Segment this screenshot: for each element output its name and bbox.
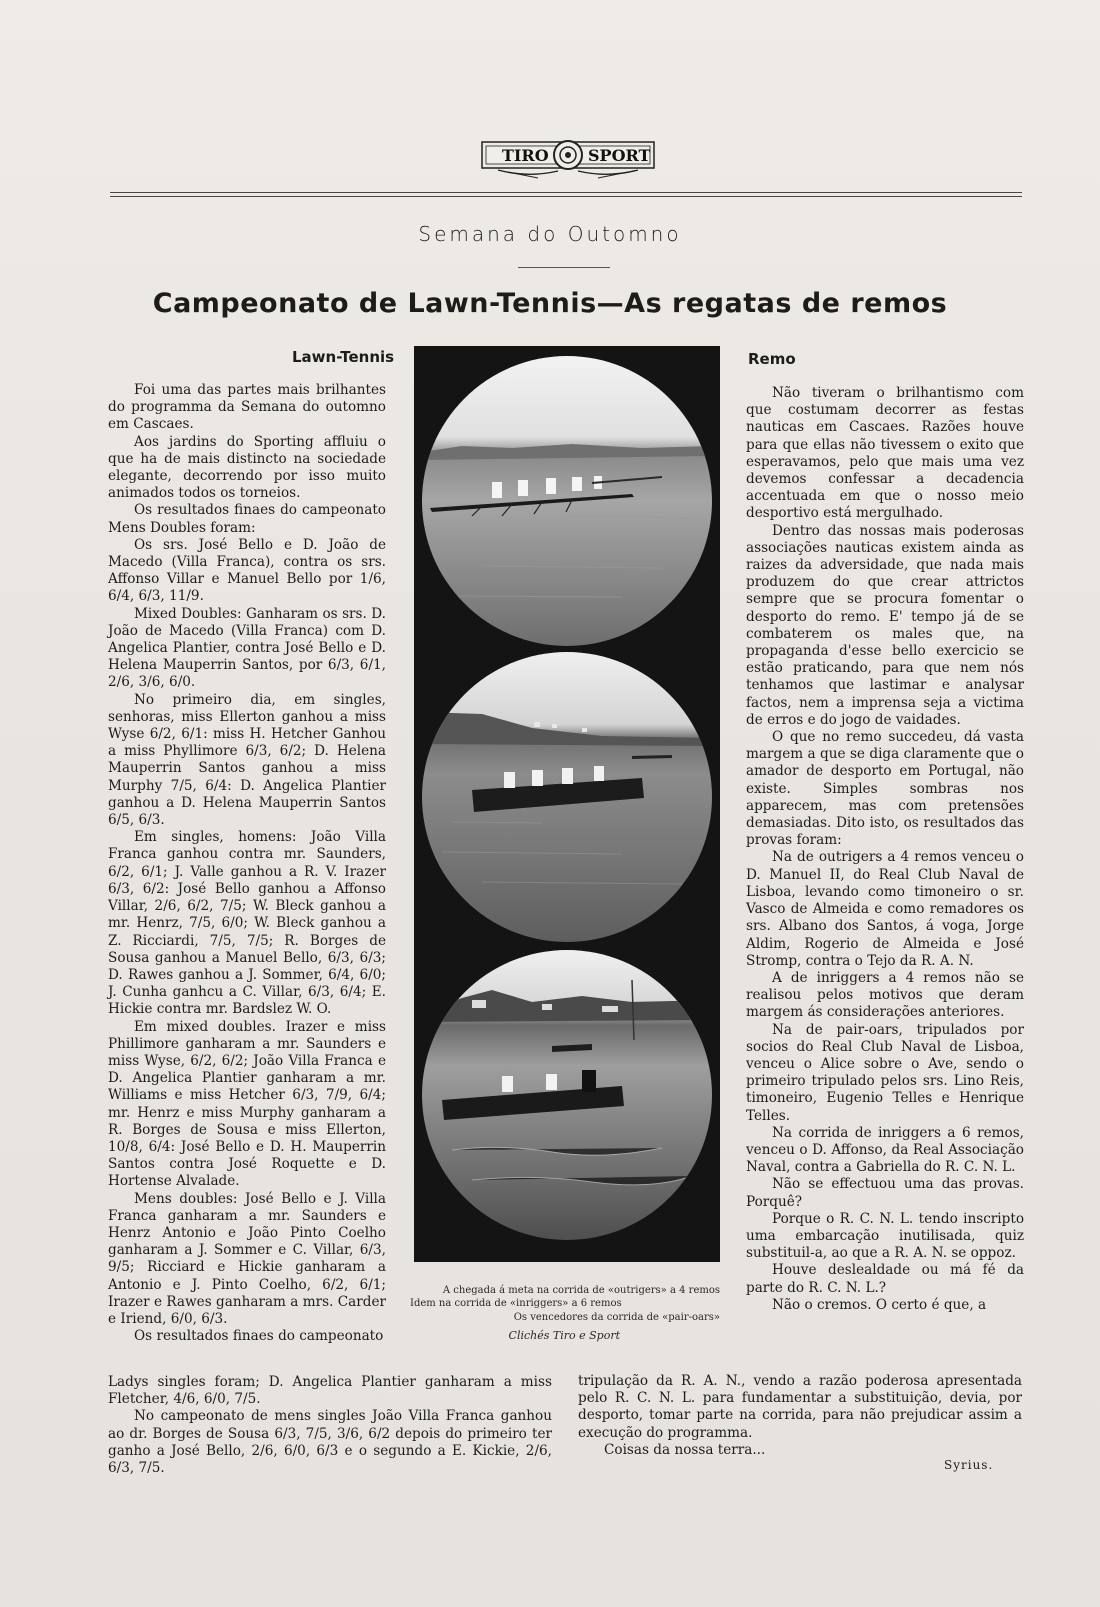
tennis-continuation [108,1374,552,1477]
tiro-sport-logo [478,134,658,180]
caption-line-2: Idem na corrida de «inriggers» a 6 remos [410,1298,622,1309]
tennis-paragraph: Ladys singles foram; D. Angelica Plantier ganharam a miss Fletcher, 4/6, 6/0, 7/5. [108,1374,552,1408]
title-divider [518,267,610,268]
remo-heading: Remo [748,350,796,368]
remo-paragraph: Na de pair-oars, tripulados por socios do Real Club Naval de Lisboa, venceu o Alice sobre o Ave, sendo o primeiro tripulado pelos srs. Lino Reis, timoneiro, Eugenio Telles e Henrique Telles. [746,1021,1024,1124]
tennis-paragraph: No primeiro dia, em singles, senhoras, miss Ellerton ganhou a miss Wyse 6/2, 6/1: miss H. Hetcher Ganhou a miss Phyllimore 6/3, 6/2; D. Helena Mauperrin Santos ganhou a miss Murphy 7/5, 6/4: D. Angelica Plantier ganhou a D. Helena Mauperrin Santos 6/5, 6/3. [108,691,386,829]
photo-credit: Clichés Tiro e Sport [508,1329,620,1342]
photo-strip [414,346,720,1262]
svg-text:TIRO: TIRO [502,146,549,165]
tennis-paragraph: Os resultados finaes do campeonato Mens Doubles foram: [108,502,386,536]
author-signature: Syrius. [944,1458,994,1472]
tennis-paragraph: Em mixed doubles. Irazer e miss Phillimore ganharam a mr. Saunders e miss Wyse, 6/2, 6/2; João Villa Franca e D. Angelica Plantier ganharam a mr. Williams e miss Hetcher 6/3, 7/9, 6/4; mr. Henrz e miss Murphy ganharam a R. Borges de Sousa e miss Ellerton, 10/8, 6/4: José Bello e D. H. Mauperrin Santos contra José Roquette e D. Hortense Alvalade. [108,1018,386,1190]
tennis-heading: Lawn-Tennis [292,348,395,366]
remo-paragraph: Porque o R. C. N. L. tendo inscripto uma embarcação inutilisada, quiz substituil-a, ao que a R. A. N. se oppoz. [746,1210,1024,1262]
tennis-paragraph: Foi uma das partes mais brilhantes do programma da Semana do outomno em Cascaes. [108,382,386,433]
remo-paragraph: Houve deslealdade ou má fé da parte do R. C. N. L.? [746,1262,1024,1296]
photo-inriggers [422,652,712,942]
tennis-paragraph: Os resultados finaes do campeonato [134,1328,384,1345]
remo-paragraph: Não o cremos. O certo é que, a [772,1296,987,1313]
svg-text:SPORT: SPORT [588,146,651,165]
top-rule [110,192,1022,193]
tennis-paragraph: Os srs. José Bello e D. João de Macedo (Villa Franca), contra os srs. Affonso Villar e Manuel Bello por 1/6, 6/4, 6/3, 11/9. [108,536,386,605]
remo-paragraph: A de inriggers a 4 remos não se realisou pelos motivos que deram margem ás considerações anteriores. [746,969,1024,1021]
remo-paragraph: Dentro das nossas mais poderosas associações nauticas existem ainda as raizes da adversidade, que nada mais produzem do que crear attrictos sempre que se procura fomentar o desporto do remo. E' tempo já de se combaterem os males que, na propaganda d'esse bello exercicio se estão praticando, para que nem nós tenhamos que lastimar e analysar factos, nem a imprensa seja a victima de erros e do jogo de vaidades. [746,522,1024,728]
remo-column [746,385,1024,1314]
remo-paragraph: Não tiveram o brilhantismo com que costumam decorrer as festas nauticas em Cascaes. Razões houve para que ellas não tivessem o exito que esperavamos, pelo que mais uma vez devemos confessar a decadencia accentuada em que o nosso meio desportivo está mergulhado. [746,385,1024,522]
remo-paragraph: Na de outrigers a 4 remos venceu o D. Manuel II, do Real Club Naval de Lisboa, levando como timoneiro o sr. Vasco de Almeida e como remadores os srs. Albano dos Santos, á voga, Jorge Aldim, Rogerio de Almeida e José Stromp, contra o Tejo da R. A. N. [746,849,1024,969]
photo-pair-oars [422,950,712,1240]
headline: Campeonato de Lawn-Tennis—As regatas de remos [152,288,948,319]
remo-continuation [578,1373,1022,1459]
tennis-paragraph: Em singles, homens: João Villa Franca ganhou contra mr. Saunders, 6/2, 6/1; J. Valle ganhou a R. V. Irazer 6/3, 6/2: José Bello ganhou a Affonso Villar, 2/6, 6/2, 7/5; W. Bleck ganhou a mr. Henrz, 7/5, 6/0; W. Bleck ganhou a Z. Ricciardi, 7/5, 7/5; R. Borges de Sousa ganhou a Manuel Bello, 6/3, 6/3; D. Rawes ganhou a J. Sommer, 6/4, 6/0; J. Cunha ganhcu a C. Villar, 6/3, 6/4; E. Hickie contra mr. Bardslez W. O. [108,829,386,1018]
tennis-paragraph: Aos jardins do Sporting affluiu o que ha de mais distincto na sociedade elegante, decorrendo por isso muito animados todos os torneios. [108,433,386,502]
remo-paragraph: Coisas da nossa terra... [604,1441,766,1458]
remo-paragraph: tripulação da R. A. N., vendo a razão poderosa apresentada pelo R. C. N. L. para fundamentar a substituição, devia, por desporto, tomar parte na corrida, para não prejudicar assim a execução do programma. [578,1373,1022,1441]
tennis-paragraph: No campeonato de mens singles João Villa Franca ganhou ao dr. Borges de Sousa 6/3, 7/5, 3/6, 6/2 depois do primeiro ter ganho a José Bello, 2/6, 6/0, 6/3 e o segundo a E. Kickie, 2/6, 6/3, 7/5. [108,1408,552,1477]
remo-paragraph: O que no remo succedeu, dá vasta margem a que se diga claramente que o amador de desporto em Portugal, não existe. Simples sombras nos apparecem, mas com pretensões demasiadas. Dito isto, os resultados das provas foram: [746,729,1024,849]
caption-line-1: A chegada á meta na corrida de «outrigers» a 4 remos [442,1285,720,1296]
section-title: Semana do Outomno [418,222,682,246]
tennis-paragraph: Mens doubles: José Bello e J. Villa Franca ganharam a mr. Saunders e Henrz Antonio e João Pinto Coelho ganharam a J. Sommer e C. Villar, 6/3, 9/5; Ricciard e Hickie ganharam a Antonio e J. Pinto Coelho, 6/2, 6/1; Irazer e Rawes ganharam a mrs. Carder e Iriend, 6/0, 6/3. [108,1190,386,1327]
caption-line-3: Os vencedores da corrida de «pair-oars» [513,1312,720,1323]
remo-paragraph: Não se effectuou uma das provas. Porquê? [746,1176,1024,1210]
top-rule-double [110,196,1022,197]
tennis-column [108,382,386,1345]
tennis-paragraph: Mixed Doubles: Ganharam os srs. D. João de Macedo (Villa Franca) com D. Angelica Plantier, contra José Bello e D. Helena Mauperrin Santos, por 6/3, 6/1, 2/6, 3/6, 6/0. [108,605,386,691]
photo-outriggers [422,356,712,646]
remo-paragraph: Na corrida de inriggers a 6 remos, venceu o D. Affonso, da Real Associação Naval, contra a Gabriella do R. C. N. L. [746,1124,1024,1176]
